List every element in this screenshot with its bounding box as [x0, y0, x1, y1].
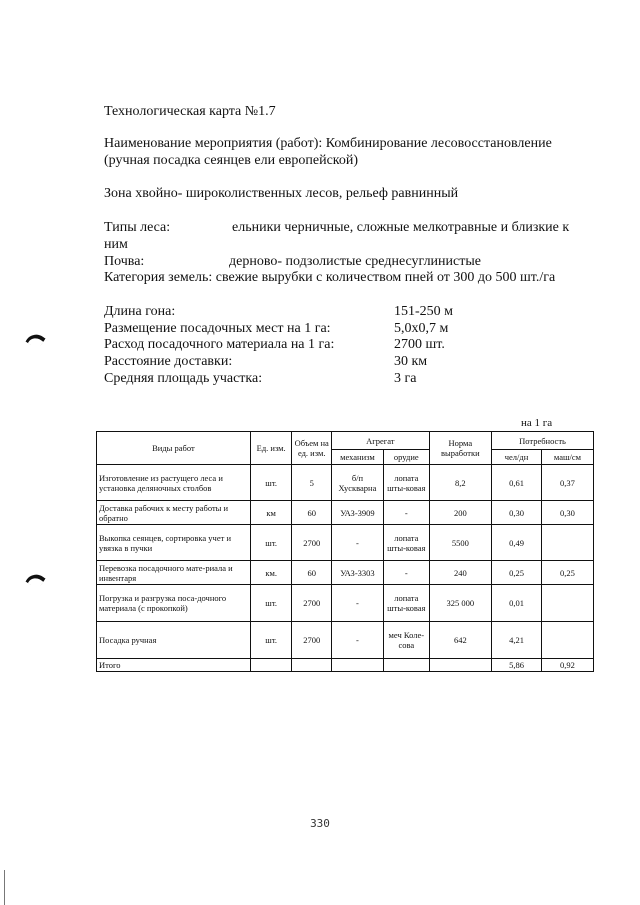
cell-man-day: 0,61 — [492, 465, 542, 501]
unit-note: на 1 га — [521, 417, 553, 429]
cell-machine-shift — [541, 622, 593, 659]
cell-unit: км — [250, 501, 292, 525]
header-tool: орудие — [383, 450, 429, 465]
cell-work: Выкопка сеянцев, сортировка учет и увязка в пучки — [97, 525, 251, 561]
work-table — [96, 431, 594, 672]
margin-tick — [4, 870, 5, 905]
cell-work: Перевозка посадочного мате-риала и инвентаря — [97, 561, 251, 585]
cell-tool: - — [383, 501, 429, 525]
cell-man-day: 0,25 — [492, 561, 542, 585]
cell-tool: лопата шты-ковая — [383, 525, 429, 561]
cell-machine-shift: 0,30 — [541, 501, 593, 525]
cell-unit: шт. — [250, 465, 292, 501]
land-category: Категория земель: свежие вырубки с количеством пней от 300 до 500 шт./га — [104, 270, 556, 285]
cell-machine-shift — [541, 525, 593, 561]
total-man-day: 5,86 — [492, 659, 542, 672]
header-volume: Объем на ед. изм. — [292, 432, 332, 465]
forest-type-value: ельники черничные, сложные мелкотравные и близкие к — [232, 220, 570, 235]
activity-name-line1: Наименование мероприятия (работ): Комбинирование лесовосстановление — [104, 136, 552, 151]
cell-man-day: 0,30 — [492, 501, 542, 525]
cell-machine-shift: 0,25 — [541, 561, 593, 585]
cell-volume: 2700 — [292, 622, 332, 659]
margin-mark — [25, 570, 45, 590]
cell-norm: 200 — [429, 501, 491, 525]
header-machine-shift: маш/см — [541, 450, 593, 465]
activity-name-line2: (ручная посадка сеянцев ели европейской) — [104, 153, 359, 168]
forest-type-label: Типы леса: — [104, 220, 171, 235]
header-norm: Норма выработки — [429, 432, 491, 465]
total-row — [97, 659, 594, 672]
cell-work: Посадка ручная — [97, 622, 251, 659]
param-value: 30 км — [394, 354, 428, 369]
header-mechanism: механизм — [331, 450, 383, 465]
table-row — [97, 501, 594, 525]
table-row — [97, 561, 594, 585]
cell-unit: шт. — [250, 525, 292, 561]
param-value: 151-250 м — [394, 304, 454, 319]
cell-unit: шт. — [250, 585, 292, 622]
cell-tool: лопата шты-ковая — [383, 465, 429, 501]
zone-text: Зона хвойно- широколиственных лесов, рельеф равнинный — [104, 186, 459, 201]
cell-norm: 5500 — [429, 525, 491, 561]
cell-norm: 642 — [429, 622, 491, 659]
param-value: 5,0х0,7 м — [394, 321, 449, 336]
cell-work: Изготовление из растущего леса и установка деляночных столбов — [97, 465, 251, 501]
header-aggregate: Агрегат — [331, 432, 429, 450]
param-label: Длина гона: — [104, 304, 176, 319]
soil-label: Почва: — [104, 254, 145, 269]
cell-volume: 2700 — [292, 585, 332, 622]
page-number: 330 — [310, 817, 330, 830]
table-row — [97, 585, 594, 622]
param-label: Расход посадочного материала на 1 га: — [104, 337, 335, 352]
cell-man-day: 0,49 — [492, 525, 542, 561]
cell-mechanism: - — [331, 585, 383, 622]
cell-mechanism: УАЗ-3909 — [331, 501, 383, 525]
cell-norm: 240 — [429, 561, 491, 585]
header-unit: Ед. изм. — [250, 432, 292, 465]
param-label: Размещение посадочных мест на 1 га: — [104, 321, 331, 336]
cell-mechanism: - — [331, 622, 383, 659]
soil-value: дерново- подзолистые среднесуглинистые — [229, 254, 481, 269]
cell-volume: 2700 — [292, 525, 332, 561]
cell-tool: лопата шты-ковая — [383, 585, 429, 622]
header-need: Потребность — [492, 432, 594, 450]
cell-machine-shift: 0,37 — [541, 465, 593, 501]
total-machine-shift: 0,92 — [541, 659, 593, 672]
cell-unit: км. — [250, 561, 292, 585]
header-work: Виды работ — [97, 432, 251, 465]
cell-mechanism: б/п Хускварна — [331, 465, 383, 501]
header-man-day: чел/дн — [492, 450, 542, 465]
cell-norm: 325 000 — [429, 585, 491, 622]
cell-norm: 8,2 — [429, 465, 491, 501]
cell-unit: шт. — [250, 622, 292, 659]
cell-volume: 60 — [292, 501, 332, 525]
margin-mark — [25, 330, 45, 350]
param-value: 2700 шт. — [394, 337, 445, 352]
cell-machine-shift — [541, 585, 593, 622]
table-row — [97, 465, 594, 501]
forest-type-value-cont: ним — [104, 237, 128, 252]
table-row — [97, 525, 594, 561]
cell-tool: меч Колe-сова — [383, 622, 429, 659]
param-label: Средняя площадь участка: — [104, 371, 263, 386]
cell-work: Погрузка и разгрузка поса-дочного материала (с прокопкой) — [97, 585, 251, 622]
cell-man-day: 4,21 — [492, 622, 542, 659]
doc-title: Технологическая карта №1.7 — [104, 104, 276, 119]
cell-volume: 5 — [292, 465, 332, 501]
table-row — [97, 622, 594, 659]
param-label: Расстояние доставки: — [104, 354, 233, 369]
param-value: 3 га — [394, 371, 417, 386]
cell-mechanism: УАЗ-3303 — [331, 561, 383, 585]
cell-volume: 60 — [292, 561, 332, 585]
total-label: Итого — [97, 659, 251, 672]
cell-man-day: 0,01 — [492, 585, 542, 622]
cell-mechanism: - — [331, 525, 383, 561]
cell-tool: - — [383, 561, 429, 585]
cell-work: Доставка рабочих к месту работы и обратно — [97, 501, 251, 525]
